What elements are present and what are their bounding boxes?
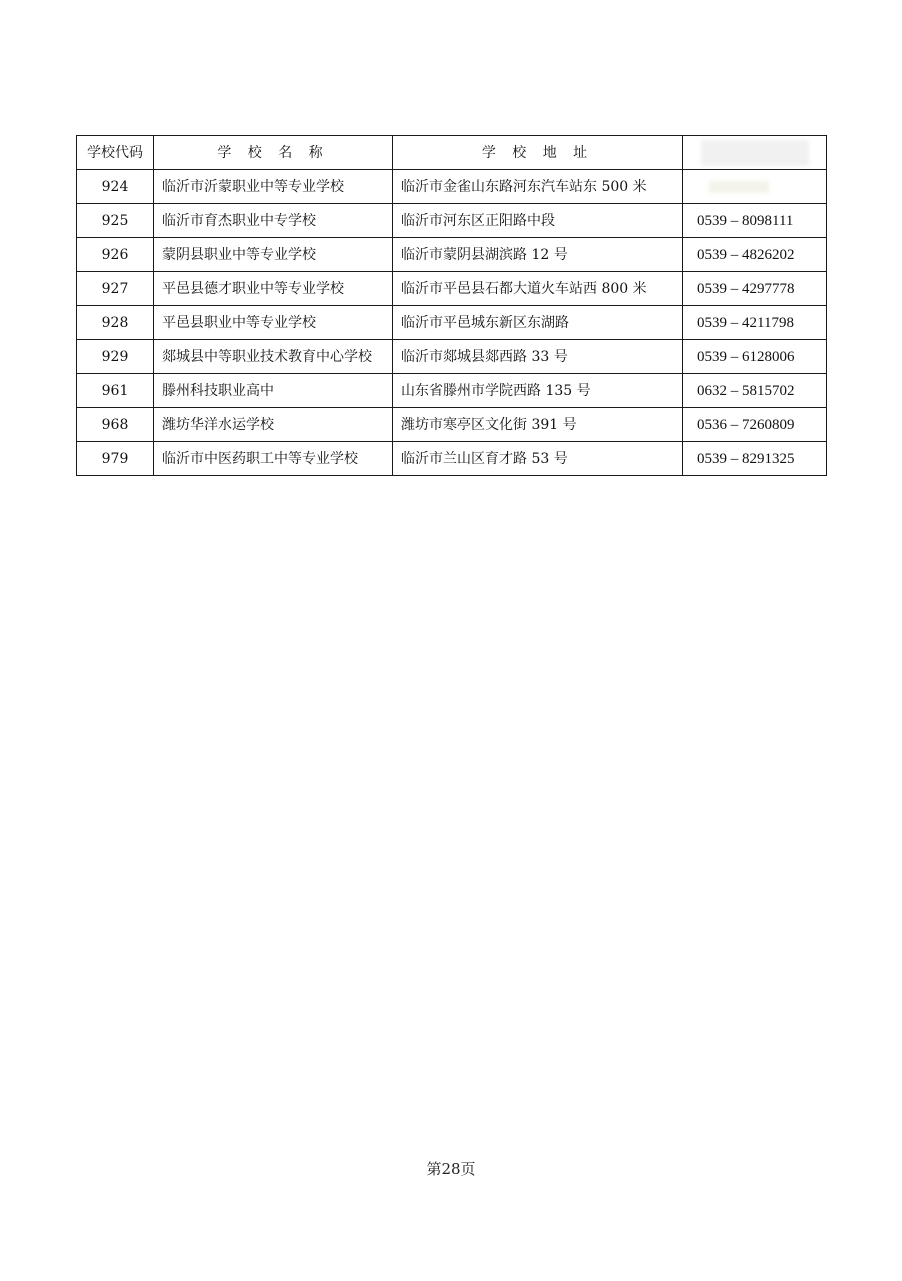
school-address: 临沂市兰山区育才路 53 号 [393,442,683,476]
header-school-code: 学校代码 [77,136,154,170]
school-phone: 0632 – 5815702 [683,374,827,408]
school-phone: 0539 – 4826202 [683,238,827,272]
school-code: 925 [77,204,154,238]
school-name: 滕州科技职业高中 [154,374,393,408]
school-name: 临沂市育杰职业中专学校 [154,204,393,238]
school-code: 979 [77,442,154,476]
school-code: 928 [77,306,154,340]
school-name: 郯城县中等职业技术教育中心学校 [154,340,393,374]
table-header-row [77,136,827,170]
school-name: 平邑县职业中等专业学校 [154,306,393,340]
school-name: 临沂市沂蒙职业中等专业学校 [154,170,393,204]
page-number: 第28页 [426,1160,476,1178]
table-row [77,408,827,442]
header-school-address: 学 校 地 址 [393,136,683,170]
school-code: 929 [77,340,154,374]
school-name: 临沂市中医药职工中等专业学校 [154,442,393,476]
school-phone: 0539 – 4211798 [683,306,827,340]
school-address: 临沂市蒙阴县湖滨路 12 号 [393,238,683,272]
school-name: 潍坊华洋水运学校 [154,408,393,442]
school-address: 潍坊市寒亭区文化街 391 号 [393,408,683,442]
school-table [76,135,827,476]
table-row [77,238,827,272]
school-phone: 0539 – 6128006 [683,340,827,374]
table-row [77,442,827,476]
redaction-mark [709,181,769,193]
school-code: 968 [77,408,154,442]
table-row [77,170,827,204]
school-code: 926 [77,238,154,272]
school-code: 961 [77,374,154,408]
school-code: 924 [77,170,154,204]
school-address: 临沂市平邑县石都大道火车站西 800 米 [393,272,683,306]
school-name: 蒙阴县职业中等专业学校 [154,238,393,272]
school-phone: 0539 – 8098111 [683,204,827,238]
school-address: 临沂市平邑城东新区东湖路 [393,306,683,340]
table-row [77,374,827,408]
table-row [77,272,827,306]
school-phone: 0539 – 8291325 [683,442,827,476]
redaction-mark [701,140,809,166]
school-phone: 0539 – 4297778 [683,272,827,306]
table-body [77,170,827,476]
school-address: 临沂市金雀山东路河东汽车站东 500 米 [393,170,683,204]
table-row [77,204,827,238]
school-name: 平邑县德才职业中等专业学校 [154,272,393,306]
header-school-name: 学 校 名 称 [154,136,393,170]
table-row [77,340,827,374]
school-address: 临沂市郯城县郯西路 33 号 [393,340,683,374]
school-phone-redacted [683,170,827,204]
school-address: 山东省滕州市学院西路 135 号 [393,374,683,408]
school-code: 927 [77,272,154,306]
header-phone-redacted [683,136,827,170]
table-row [77,306,827,340]
school-address: 临沂市河东区正阳路中段 [393,204,683,238]
school-phone: 0536 – 7260809 [683,408,827,442]
